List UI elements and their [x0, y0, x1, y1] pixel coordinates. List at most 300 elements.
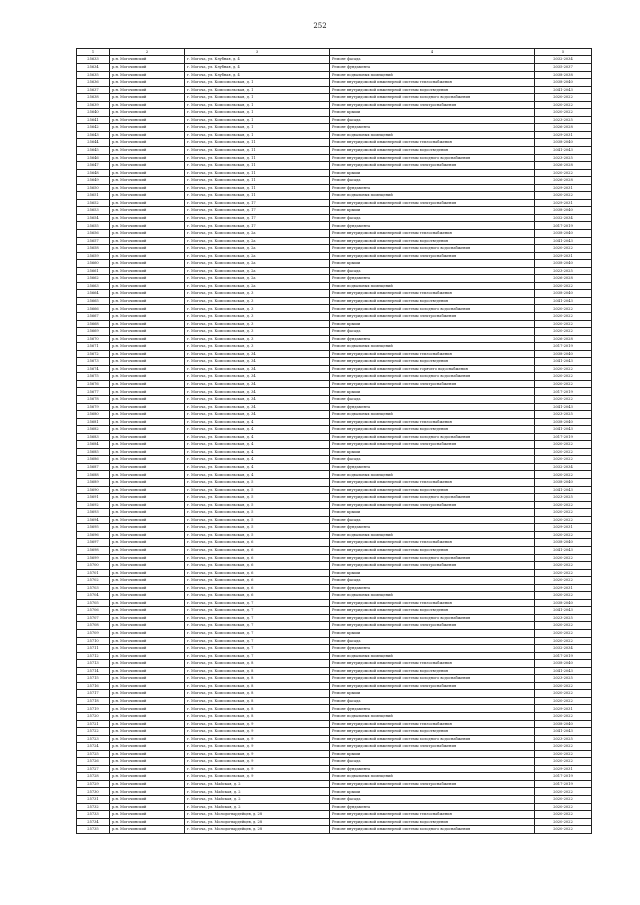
- table-row: [77, 116, 592, 124]
- table-row: [77, 154, 592, 162]
- district-cell: р.н. Могочинский: [110, 380, 185, 388]
- address-cell: г. Могоча, ул. Комсомольская, д. 2а: [185, 252, 330, 260]
- district-cell: р.н. Могочинский: [110, 494, 185, 502]
- address-cell: г. Могоча, ул. Комсомольская, д. 8: [185, 667, 330, 675]
- row-number-cell: 25675: [77, 373, 110, 381]
- period-cell: 2038-2040: [535, 350, 592, 358]
- table-row: [77, 131, 592, 139]
- row-number-cell: 25688: [77, 471, 110, 479]
- period-cell: 2041-2043: [535, 728, 592, 736]
- table-row: [77, 811, 592, 819]
- address-cell: г. Могоча, ул. Комсомольская, д. 9: [185, 720, 330, 728]
- work-type-cell: Ремонт внутридомовой инженерной системы водоотведения: [330, 86, 535, 94]
- table-row: [77, 426, 592, 434]
- table-row: [77, 554, 592, 562]
- district-cell: р.н. Могочинский: [110, 750, 185, 758]
- row-number-cell: 25676: [77, 380, 110, 388]
- work-type-cell: Ремонт крыши: [330, 169, 535, 177]
- row-number-cell: 25729: [77, 780, 110, 788]
- row-number-cell: 25645: [77, 146, 110, 154]
- work-type-cell: Ремонт фундамента: [330, 222, 535, 230]
- address-cell: г. Могоча, ул. Комсомольская, д. 11: [185, 146, 330, 154]
- work-type-cell: Ремонт подвальных помещений: [330, 652, 535, 660]
- district-cell: р.н. Могочинский: [110, 305, 185, 313]
- address-cell: г. Могоча, ул. Комсомольская, д. 4: [185, 441, 330, 449]
- table-row: [77, 765, 592, 773]
- work-type-cell: Ремонт крыши: [330, 509, 535, 517]
- table-row: [77, 796, 592, 804]
- period-cell: 2020-2022: [535, 380, 592, 388]
- period-cell: 2020-2022: [535, 562, 592, 570]
- address-cell: г. Могоча, ул. Комсомольская, д. 11: [185, 169, 330, 177]
- table-row: [77, 86, 592, 94]
- address-cell: г. Могоча, ул. Комсомольская, д. 2а: [185, 267, 330, 275]
- work-type-cell: Ремонт внутридомовой инженерной системы холодного водоснабжения: [330, 675, 535, 683]
- work-type-cell: Ремонт внутридомовой инженерной системы холодного водоснабжения: [330, 305, 535, 313]
- period-cell: 2020-2022: [535, 373, 592, 381]
- district-cell: р.н. Могочинский: [110, 516, 185, 524]
- row-number-cell: 25670: [77, 335, 110, 343]
- address-cell: г. Могоча, ул. Комсомольская, д. 34: [185, 350, 330, 358]
- row-number-cell: 25671: [77, 343, 110, 351]
- address-cell: г. Могоча, ул. Комсомольская, д. 1: [185, 109, 330, 117]
- address-cell: г. Могоча, ул. Комсомольская, д. 34: [185, 365, 330, 373]
- period-cell: 2023-2025: [535, 267, 592, 275]
- address-cell: г. Могоча, ул. Комсомольская, д. 7: [185, 652, 330, 660]
- row-number-cell: 25653: [77, 207, 110, 215]
- work-type-cell: Ремонт внутридомовой инженерной системы холодного водоснабжения: [330, 94, 535, 102]
- table-row: [77, 335, 592, 343]
- table-row: [77, 214, 592, 222]
- row-number-cell: 25703: [77, 584, 110, 592]
- work-type-cell: Ремонт крыши: [330, 569, 535, 577]
- period-cell: 2041-2043: [535, 546, 592, 554]
- table-row: [77, 124, 592, 132]
- period-cell: 2020-2022: [535, 796, 592, 804]
- district-cell: р.н. Могочинский: [110, 146, 185, 154]
- table-row: [77, 494, 592, 502]
- district-cell: р.н. Могочинский: [110, 56, 185, 64]
- table-row: [77, 305, 592, 313]
- period-cell: 2026-2028: [535, 335, 592, 343]
- table-row: [77, 260, 592, 268]
- period-cell: 2038-2040: [535, 229, 592, 237]
- district-cell: р.н. Могочинский: [110, 441, 185, 449]
- row-number-cell: 25709: [77, 629, 110, 637]
- table-row: [77, 313, 592, 321]
- district-cell: р.н. Могочинский: [110, 237, 185, 245]
- row-number-cell: 25735: [77, 826, 110, 834]
- district-cell: р.н. Могочинский: [110, 275, 185, 283]
- row-number-cell: 25678: [77, 396, 110, 404]
- row-number-cell: 25691: [77, 494, 110, 502]
- address-cell: г. Могоча, ул. Комсомольская, д. 5: [185, 501, 330, 509]
- address-cell: г. Могоча, ул. Клубная, д. 4: [185, 56, 330, 64]
- row-number-cell: 25633: [77, 56, 110, 64]
- district-cell: р.н. Могочинский: [110, 773, 185, 781]
- district-cell: р.н. Могочинский: [110, 63, 185, 71]
- work-type-cell: Ремонт крыши: [330, 750, 535, 758]
- address-cell: г. Могоча, ул. Комсомольская, д. 9: [185, 735, 330, 743]
- table-row: [77, 365, 592, 373]
- address-cell: г. Могоча, ул. Комсомольская, д. 6: [185, 546, 330, 554]
- row-number-cell: 25677: [77, 388, 110, 396]
- table-row: [77, 758, 592, 766]
- table-row: [77, 396, 592, 404]
- work-type-cell: Ремонт внутридомовой инженерной системы холодного водоснабжения: [330, 433, 535, 441]
- work-type-cell: Ремонт внутридомовой инженерной системы холодного водоснабжения: [330, 735, 535, 743]
- work-type-cell: Ремонт внутридомовой инженерной системы водоотведения: [330, 426, 535, 434]
- table-row: [77, 222, 592, 230]
- table-row: [77, 720, 592, 728]
- address-cell: г. Могоча, ул. Майская, д. 2: [185, 788, 330, 796]
- works-table: [76, 48, 592, 834]
- period-cell: 2020-2022: [535, 169, 592, 177]
- work-type-cell: Ремонт фундамента: [330, 184, 535, 192]
- period-cell: 2020-2022: [535, 629, 592, 637]
- address-cell: г. Могоча, ул. Комсомольская, д. 8: [185, 682, 330, 690]
- row-number-cell: 25647: [77, 162, 110, 170]
- table-row: [77, 146, 592, 154]
- work-type-cell: Ремонт внутридомовой инженерной системы теплоснабжения: [330, 599, 535, 607]
- row-number-cell: 25712: [77, 652, 110, 660]
- row-number-cell: 25717: [77, 690, 110, 698]
- work-type-cell: Ремонт внутридомовой инженерной системы водоотведения: [330, 818, 535, 826]
- work-type-cell: Ремонт внутридомовой инженерной системы электроснабжения: [330, 441, 535, 449]
- period-cell: 2020-2022: [535, 320, 592, 328]
- work-type-cell: Ремонт фундамента: [330, 524, 535, 532]
- work-type-cell: Ремонт фундамента: [330, 275, 535, 283]
- table-row: [77, 509, 592, 517]
- work-type-cell: Ремонт подвальных помещений: [330, 343, 535, 351]
- district-cell: р.н. Могочинский: [110, 765, 185, 773]
- period-cell: 2017-2019: [535, 388, 592, 396]
- row-number-cell: 25720: [77, 712, 110, 720]
- row-number-cell: 25728: [77, 773, 110, 781]
- work-type-cell: Ремонт подвальных помещений: [330, 71, 535, 79]
- address-cell: г. Могоча, ул. Комсомольская, д. 8: [185, 705, 330, 713]
- work-type-cell: Ремонт фасада: [330, 758, 535, 766]
- period-cell: 2026-2028: [535, 124, 592, 132]
- work-type-cell: Ремонт фасада: [330, 56, 535, 64]
- period-cell: 2020-2022: [535, 712, 592, 720]
- address-cell: г. Могоча, ул. Комсомольская, д. 17: [185, 207, 330, 215]
- period-cell: 2029-2031: [535, 252, 592, 260]
- address-cell: г. Могоча, ул. Комсомольская, д. 34: [185, 358, 330, 366]
- district-cell: р.н. Могочинский: [110, 282, 185, 290]
- work-type-cell: Ремонт подвальных помещений: [330, 531, 535, 539]
- address-cell: г. Могоча, ул. Комсомольская, д. 11: [185, 154, 330, 162]
- address-cell: г. Могоча, ул. Комсомольская, д. 17: [185, 214, 330, 222]
- table-row: [77, 63, 592, 71]
- table-row: [77, 728, 592, 736]
- period-cell: 2020-2022: [535, 509, 592, 517]
- period-cell: 2023-2025: [535, 116, 592, 124]
- work-type-cell: Ремонт фасада: [330, 577, 535, 585]
- work-type-cell: Ремонт подвальных помещений: [330, 131, 535, 139]
- row-number-cell: 25727: [77, 765, 110, 773]
- table-row: [77, 282, 592, 290]
- address-cell: г. Могоча, ул. Комсомольская, д. 4: [185, 448, 330, 456]
- work-type-cell: Ремонт подвальных помещений: [330, 773, 535, 781]
- work-type-cell: Ремонт внутридомовой инженерной системы холодного водоснабжения: [330, 614, 535, 622]
- work-type-cell: Ремонт фасада: [330, 328, 535, 336]
- district-cell: р.н. Могочинский: [110, 313, 185, 321]
- row-number-cell: 25669: [77, 328, 110, 336]
- table-row: [77, 229, 592, 237]
- work-type-cell: Ремонт крыши: [330, 388, 535, 396]
- work-type-cell: Ремонт внутридомовой инженерной системы теплоснабжения: [330, 290, 535, 298]
- row-number-cell: 25711: [77, 645, 110, 653]
- work-type-cell: Ремонт фундамента: [330, 335, 535, 343]
- district-cell: р.н. Могочинский: [110, 796, 185, 804]
- period-cell: 2020-2022: [535, 531, 592, 539]
- district-cell: р.н. Могочинский: [110, 531, 185, 539]
- row-number-cell: 25682: [77, 426, 110, 434]
- period-cell: 2032-2034: [535, 214, 592, 222]
- period-cell: 2020-2022: [535, 554, 592, 562]
- table-row: [77, 818, 592, 826]
- period-cell: 2017-2019: [535, 652, 592, 660]
- table-row: [77, 456, 592, 464]
- address-cell: г. Могоча, ул. Комсомольская, д. 34: [185, 373, 330, 381]
- row-number-cell: 25695: [77, 524, 110, 532]
- row-number-cell: 25683: [77, 433, 110, 441]
- period-cell: 2029-2031: [535, 765, 592, 773]
- table-row: [77, 237, 592, 245]
- period-cell: 2017-2019: [535, 222, 592, 230]
- table-row: [77, 388, 592, 396]
- period-cell: 2026-2028: [535, 162, 592, 170]
- period-cell: 2038-2040: [535, 290, 592, 298]
- district-cell: р.н. Могочинский: [110, 667, 185, 675]
- address-cell: г. Могоча, ул. Клубная, д. 4: [185, 71, 330, 79]
- table-row: [77, 675, 592, 683]
- district-cell: р.н. Могочинский: [110, 177, 185, 185]
- row-number-cell: 25651: [77, 192, 110, 200]
- work-type-cell: Ремонт крыши: [330, 109, 535, 117]
- address-cell: г. Могоча, ул. Комсомольская, д. 6: [185, 584, 330, 592]
- period-cell: 2026-2028: [535, 177, 592, 185]
- address-cell: г. Могоча, ул. Комсомольская, д. 9: [185, 728, 330, 736]
- table-row: [77, 245, 592, 253]
- district-cell: р.н. Могочинский: [110, 214, 185, 222]
- table-row: [77, 577, 592, 585]
- table-row: [77, 267, 592, 275]
- address-cell: г. Могоча, ул. Комсомольская, д. 1: [185, 101, 330, 109]
- period-cell: 2032-2034: [535, 645, 592, 653]
- row-number-cell: 25643: [77, 131, 110, 139]
- row-number-cell: 25635: [77, 71, 110, 79]
- district-cell: р.н. Могочинский: [110, 780, 185, 788]
- row-number-cell: 25706: [77, 607, 110, 615]
- address-cell: г. Могоча, ул. Комсомольская, д. 34: [185, 403, 330, 411]
- address-cell: г. Могоча, ул. Комсомольская, д. 34: [185, 396, 330, 404]
- table-row: [77, 433, 592, 441]
- district-cell: р.н. Могочинский: [110, 690, 185, 698]
- work-type-cell: Ремонт фасада: [330, 697, 535, 705]
- row-number-cell: 25657: [77, 237, 110, 245]
- column-header: 1: [77, 49, 110, 56]
- district-cell: р.н. Могочинский: [110, 826, 185, 834]
- address-cell: г. Могоча, ул. Комсомольская, д. 11: [185, 162, 330, 170]
- address-cell: г. Могоча, ул. Клубная, д. 4: [185, 63, 330, 71]
- table-row: [77, 101, 592, 109]
- row-number-cell: 25698: [77, 546, 110, 554]
- row-number-cell: 25701: [77, 569, 110, 577]
- row-number-cell: 25664: [77, 290, 110, 298]
- period-cell: 2032-2034: [535, 56, 592, 64]
- row-number-cell: 25648: [77, 169, 110, 177]
- period-cell: 2020-2022: [535, 826, 592, 834]
- row-number-cell: 25659: [77, 252, 110, 260]
- period-cell: 2029-2031: [535, 584, 592, 592]
- district-cell: р.н. Могочинский: [110, 373, 185, 381]
- table-row: [77, 162, 592, 170]
- district-cell: р.н. Могочинский: [110, 456, 185, 464]
- table-row: [77, 486, 592, 494]
- district-cell: р.н. Могочинский: [110, 433, 185, 441]
- table-row: [77, 207, 592, 215]
- period-cell: 2020-2022: [535, 577, 592, 585]
- row-number-cell: 25665: [77, 297, 110, 305]
- row-number-cell: 25660: [77, 260, 110, 268]
- period-cell: 2041-2043: [535, 403, 592, 411]
- address-cell: г. Могоча, ул. Комсомольская, д. 7: [185, 629, 330, 637]
- address-cell: г. Могоча, ул. Комсомольская, д. 7: [185, 622, 330, 630]
- work-type-cell: Ремонт внутридомовой инженерной системы водоотведения: [330, 486, 535, 494]
- period-cell: 2020-2022: [535, 448, 592, 456]
- row-number-cell: 25637: [77, 86, 110, 94]
- table-row: [77, 705, 592, 713]
- address-cell: г. Могоча, ул. Майская, д. 2: [185, 803, 330, 811]
- work-type-cell: Ремонт подвальных помещений: [330, 471, 535, 479]
- table-row: [77, 599, 592, 607]
- address-cell: г. Могоча, ул. Комсомольская, д. 1: [185, 124, 330, 132]
- row-number-cell: 25650: [77, 184, 110, 192]
- district-cell: р.н. Могочинский: [110, 577, 185, 585]
- district-cell: р.н. Могочинский: [110, 645, 185, 653]
- work-type-cell: Ремонт фундамента: [330, 584, 535, 592]
- district-cell: р.н. Могочинский: [110, 396, 185, 404]
- row-number-cell: 25732: [77, 803, 110, 811]
- work-type-cell: Ремонт внутридомовой инженерной системы теплоснабжения: [330, 660, 535, 668]
- period-cell: 2038-2040: [535, 599, 592, 607]
- address-cell: г. Могоча, ул. Комсомольская, д. 4: [185, 418, 330, 426]
- period-cell: 2017-2019: [535, 780, 592, 788]
- period-cell: 2020-2022: [535, 697, 592, 705]
- address-cell: г. Могоча, ул. Комсомольская, д. 2а: [185, 282, 330, 290]
- table-row: [77, 448, 592, 456]
- period-cell: 2041-2043: [535, 297, 592, 305]
- row-number-cell: 25649: [77, 177, 110, 185]
- address-cell: г. Могоча, ул. Комсомольская, д. 5: [185, 524, 330, 532]
- address-cell: г. Могоча, ул. Комсомольская, д. 5: [185, 494, 330, 502]
- district-cell: р.н. Могочинский: [110, 328, 185, 336]
- row-number-cell: 25652: [77, 199, 110, 207]
- work-type-cell: Ремонт внутридомовой инженерной системы водоотведения: [330, 728, 535, 736]
- address-cell: г. Могоча, ул. Комсомольская, д. 8: [185, 690, 330, 698]
- work-type-cell: Ремонт внутридомовой инженерной системы электроснабжения: [330, 313, 535, 321]
- work-type-cell: Ремонт внутридомовой инженерной системы электроснабжения: [330, 252, 535, 260]
- work-type-cell: Ремонт внутридомовой инженерной системы водоотведения: [330, 607, 535, 615]
- row-number-cell: 25718: [77, 697, 110, 705]
- table-row: [77, 169, 592, 177]
- work-type-cell: Ремонт фундамента: [330, 403, 535, 411]
- district-cell: р.н. Могочинский: [110, 562, 185, 570]
- works-table-container: [76, 48, 591, 834]
- work-type-cell: Ремонт внутридомовой инженерной системы теплоснабжения: [330, 811, 535, 819]
- work-type-cell: Ремонт внутридомовой инженерной системы теплоснабжения: [330, 539, 535, 547]
- address-cell: г. Могоча, ул. Комсомольская, д. 5: [185, 516, 330, 524]
- work-type-cell: Ремонт фундамента: [330, 63, 535, 71]
- table-row: [77, 441, 592, 449]
- table-row: [77, 645, 592, 653]
- row-number-cell: 25684: [77, 441, 110, 449]
- district-cell: р.н. Могочинский: [110, 712, 185, 720]
- district-cell: р.н. Могочинский: [110, 599, 185, 607]
- table-row: [77, 773, 592, 781]
- district-cell: р.н. Могочинский: [110, 124, 185, 132]
- row-number-cell: 25719: [77, 705, 110, 713]
- table-row: [77, 463, 592, 471]
- address-cell: г. Могоча, ул. Комсомольская, д. 7: [185, 614, 330, 622]
- work-type-cell: Ремонт подвальных помещений: [330, 712, 535, 720]
- address-cell: г. Могоча, ул. Комсомольская, д. 34: [185, 380, 330, 388]
- period-cell: 2029-2031: [535, 524, 592, 532]
- address-cell: г. Могоча, ул. Комсомольская, д. 7: [185, 645, 330, 653]
- row-number-cell: 25704: [77, 592, 110, 600]
- period-cell: 2041-2043: [535, 486, 592, 494]
- period-cell: 2020-2022: [535, 690, 592, 698]
- address-cell: г. Могоча, ул. Комсомольская, д. 8: [185, 712, 330, 720]
- work-type-cell: Ремонт фасада: [330, 516, 535, 524]
- row-number-cell: 25700: [77, 562, 110, 570]
- period-cell: 2029-2031: [535, 131, 592, 139]
- district-cell: р.н. Могочинский: [110, 403, 185, 411]
- table-row: [77, 177, 592, 185]
- row-number-cell: 25692: [77, 501, 110, 509]
- row-number-cell: 25681: [77, 418, 110, 426]
- table-row: [77, 109, 592, 117]
- period-cell: 2038-2040: [535, 139, 592, 147]
- work-type-cell: Ремонт внутридомовой инженерной системы электроснабжения: [330, 380, 535, 388]
- address-cell: г. Могоча, ул. Комсомольская, д. 17: [185, 222, 330, 230]
- work-type-cell: Ремонт внутридомовой инженерной системы теплоснабжения: [330, 418, 535, 426]
- period-cell: 2041-2043: [535, 86, 592, 94]
- row-number-cell: 25733: [77, 811, 110, 819]
- district-cell: р.н. Могочинский: [110, 811, 185, 819]
- address-cell: г. Могоча, ул. Комсомольская, д. 2а: [185, 260, 330, 268]
- work-type-cell: Ремонт фасада: [330, 177, 535, 185]
- row-number-cell: 25708: [77, 622, 110, 630]
- period-cell: 2038-2040: [535, 260, 592, 268]
- address-cell: г. Могоча, ул. Комсомольская, д. 6: [185, 569, 330, 577]
- address-cell: г. Могоча, ул. Комсомольская, д. 6: [185, 554, 330, 562]
- district-cell: р.н. Могочинский: [110, 320, 185, 328]
- address-cell: г. Могоча, ул. Комсомольская, д. 1: [185, 86, 330, 94]
- work-type-cell: Ремонт фасада: [330, 396, 535, 404]
- work-type-cell: Ремонт фасада: [330, 796, 535, 804]
- work-type-cell: Ремонт фасада: [330, 267, 535, 275]
- row-number-cell: 25705: [77, 599, 110, 607]
- address-cell: г. Могоча, ул. Комсомольская, д. 2а: [185, 237, 330, 245]
- work-type-cell: Ремонт фундамента: [330, 124, 535, 132]
- period-cell: 2029-2031: [535, 199, 592, 207]
- period-cell: 2020-2022: [535, 803, 592, 811]
- work-type-cell: Ремонт внутридомовой инженерной системы водоотведения: [330, 146, 535, 154]
- address-cell: г. Могоча, ул. Комсомольская, д. 3: [185, 320, 330, 328]
